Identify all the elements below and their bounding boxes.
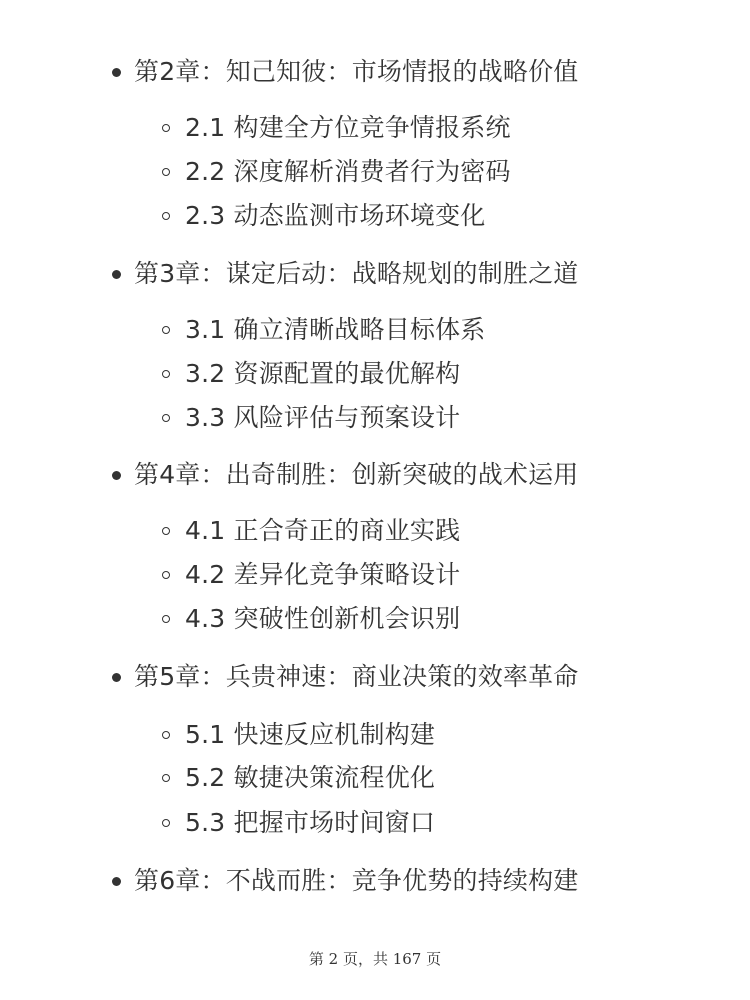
section-item <box>162 398 460 438</box>
section-item <box>162 108 511 148</box>
bullet-disc-icon <box>112 471 121 480</box>
bullet-disc-icon <box>112 68 121 77</box>
section-title: 5.3 把握市场时间窗口 <box>185 808 436 837</box>
section-item <box>162 599 460 639</box>
section-item <box>162 555 460 595</box>
section-title: 2.3 动态监测市场环境变化 <box>185 201 486 230</box>
bullet-circle-icon <box>162 168 170 176</box>
bullet-disc-icon <box>112 877 121 886</box>
chapter-title: 第3章：谋定后动：战略规划的制胜之道 <box>134 259 579 288</box>
chapter-heading <box>112 52 579 92</box>
bullet-circle-icon <box>162 370 170 378</box>
bullet-disc-icon <box>112 673 121 682</box>
section-title: 3.2 资源配置的最优解构 <box>185 359 461 388</box>
section-title: 5.2 敏捷决策流程优化 <box>185 763 436 792</box>
chapter-heading <box>112 455 579 495</box>
section-item <box>162 803 435 843</box>
section-title: 3.1 确立清晰战略目标体系 <box>185 315 486 344</box>
chapter-heading <box>112 254 579 294</box>
chapter-title: 第5章：兵贵神速：商业决策的效率革命 <box>134 662 579 691</box>
section-title: 4.2 差异化竞争策略设计 <box>185 560 461 589</box>
bullet-circle-icon <box>162 731 170 739</box>
bullet-circle-icon <box>162 571 170 579</box>
chapter-heading <box>112 657 579 697</box>
section-item <box>162 354 460 394</box>
bullet-circle-icon <box>162 527 170 535</box>
section-title: 2.1 构建全方位竞争情报系统 <box>185 113 511 142</box>
bullet-circle-icon <box>162 819 170 827</box>
page-footer <box>0 948 750 969</box>
section-item <box>162 758 435 798</box>
chapter-title: 第6章：不战而胜：竞争优势的持续构建 <box>134 866 579 895</box>
section-title: 4.3 突破性创新机会识别 <box>185 604 461 633</box>
section-title: 3.3 风险评估与预案设计 <box>185 403 461 432</box>
bullet-circle-icon <box>162 124 170 132</box>
bullet-disc-icon <box>112 270 121 279</box>
bullet-circle-icon <box>162 774 170 782</box>
section-item <box>162 196 486 236</box>
section-title: 4.1 正合奇正的商业实践 <box>185 516 461 545</box>
bullet-circle-icon <box>162 414 170 422</box>
bullet-circle-icon <box>162 615 170 623</box>
section-item <box>162 715 435 755</box>
section-title: 2.2 深度解析消费者行为密码 <box>185 157 511 186</box>
chapter-title: 第2章：知己知彼：市场情报的战略价值 <box>134 57 579 86</box>
section-title: 5.1 快速反应机制构建 <box>185 720 436 749</box>
bullet-circle-icon <box>162 326 170 334</box>
chapter-title: 第4章：出奇制胜：创新突破的战术运用 <box>134 460 579 489</box>
page-number-label: 第 2 页，共 167 页 <box>308 950 442 968</box>
chapter-heading <box>112 861 579 901</box>
section-item <box>162 152 511 192</box>
section-item <box>162 310 486 350</box>
bullet-circle-icon <box>162 212 170 220</box>
section-item <box>162 511 460 551</box>
